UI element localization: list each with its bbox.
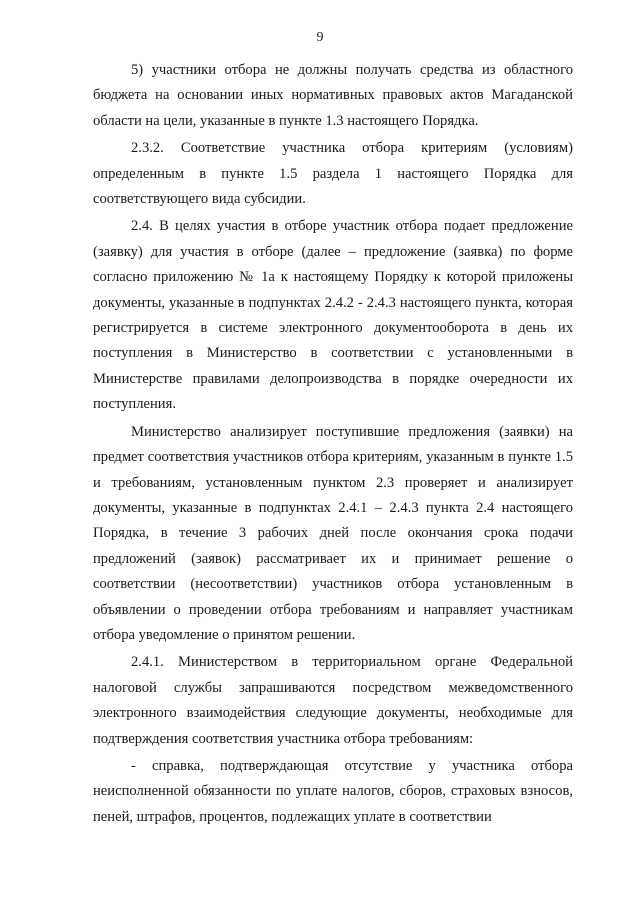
paragraph-2-4-1: 2.4.1. Министерством в территориальном органе Федеральной налоговой службы запрашиваются посредством межведомственного электронного взаимодействия следующие документы, необходимые для подтверждения соответствия участника отбора требованиям: — [93, 654, 573, 747]
paragraph-ministry-analysis: Министерство анализирует поступившие предложения (заявки) на предмет соответствия участников отбора критериям, указанным в пункте 1.5 и требованиям, установленным пунктом 2.3 проверяет и анализирует документы, указанные в подпунктах 2.4.1 – 2.4.3 пункта 2.4 настоящего Порядка, в течение 3 рабочих дней после окончания срока подачи предложений (заявок) рассматривает их и принимает решение о соответствии (несоответствии) участников отбора установленным в объявлении о проведении отбора требованиям и направляет участникам отбора уведомление о принятом решении. — [93, 423, 573, 643]
document-body — [93, 58, 573, 832]
paragraph-2-4: 2.4. В целях участия в отборе участник отбора подает предложение (заявку) для участия в отборе (далее – предложение (заявка) по форме согласно приложению № 1а к настоящему Порядку к которой приложены документы, указанные в подпунктах 2.4.2 - 2.4.3 настоящего пункта, которая регистрируется в системе электронного документооборота в день их поступления в Министерство в соответствии с установленными в Министерстве правилами делопроизводства в порядке очередности их поступления. — [93, 218, 573, 413]
page-number: 9 — [316, 30, 324, 45]
paragraph-participant-condition-5: 5) участники отбора не должны получать средства из областного бюджета на основании иных нормативных правовых актов Магаданской области на цели, указанные в пункте 1.3 настоящего Порядка. — [93, 62, 573, 129]
paragraph-2-3-2: 2.3.2. Соответствие участника отбора критериям (условиям) определенным в пункте 1.5 раздела 1 настоящего Порядка для соответствующего вида субсидии. — [93, 140, 573, 208]
paragraph-tax-certificate-item: - справка, подтверждающая отсутствие у участника отбора неисполненной обязанности по уплате налогов, сборов, страховых взносов, пеней, штрафов, процентов, подлежащих уплате в соответствии — [93, 757, 573, 825]
